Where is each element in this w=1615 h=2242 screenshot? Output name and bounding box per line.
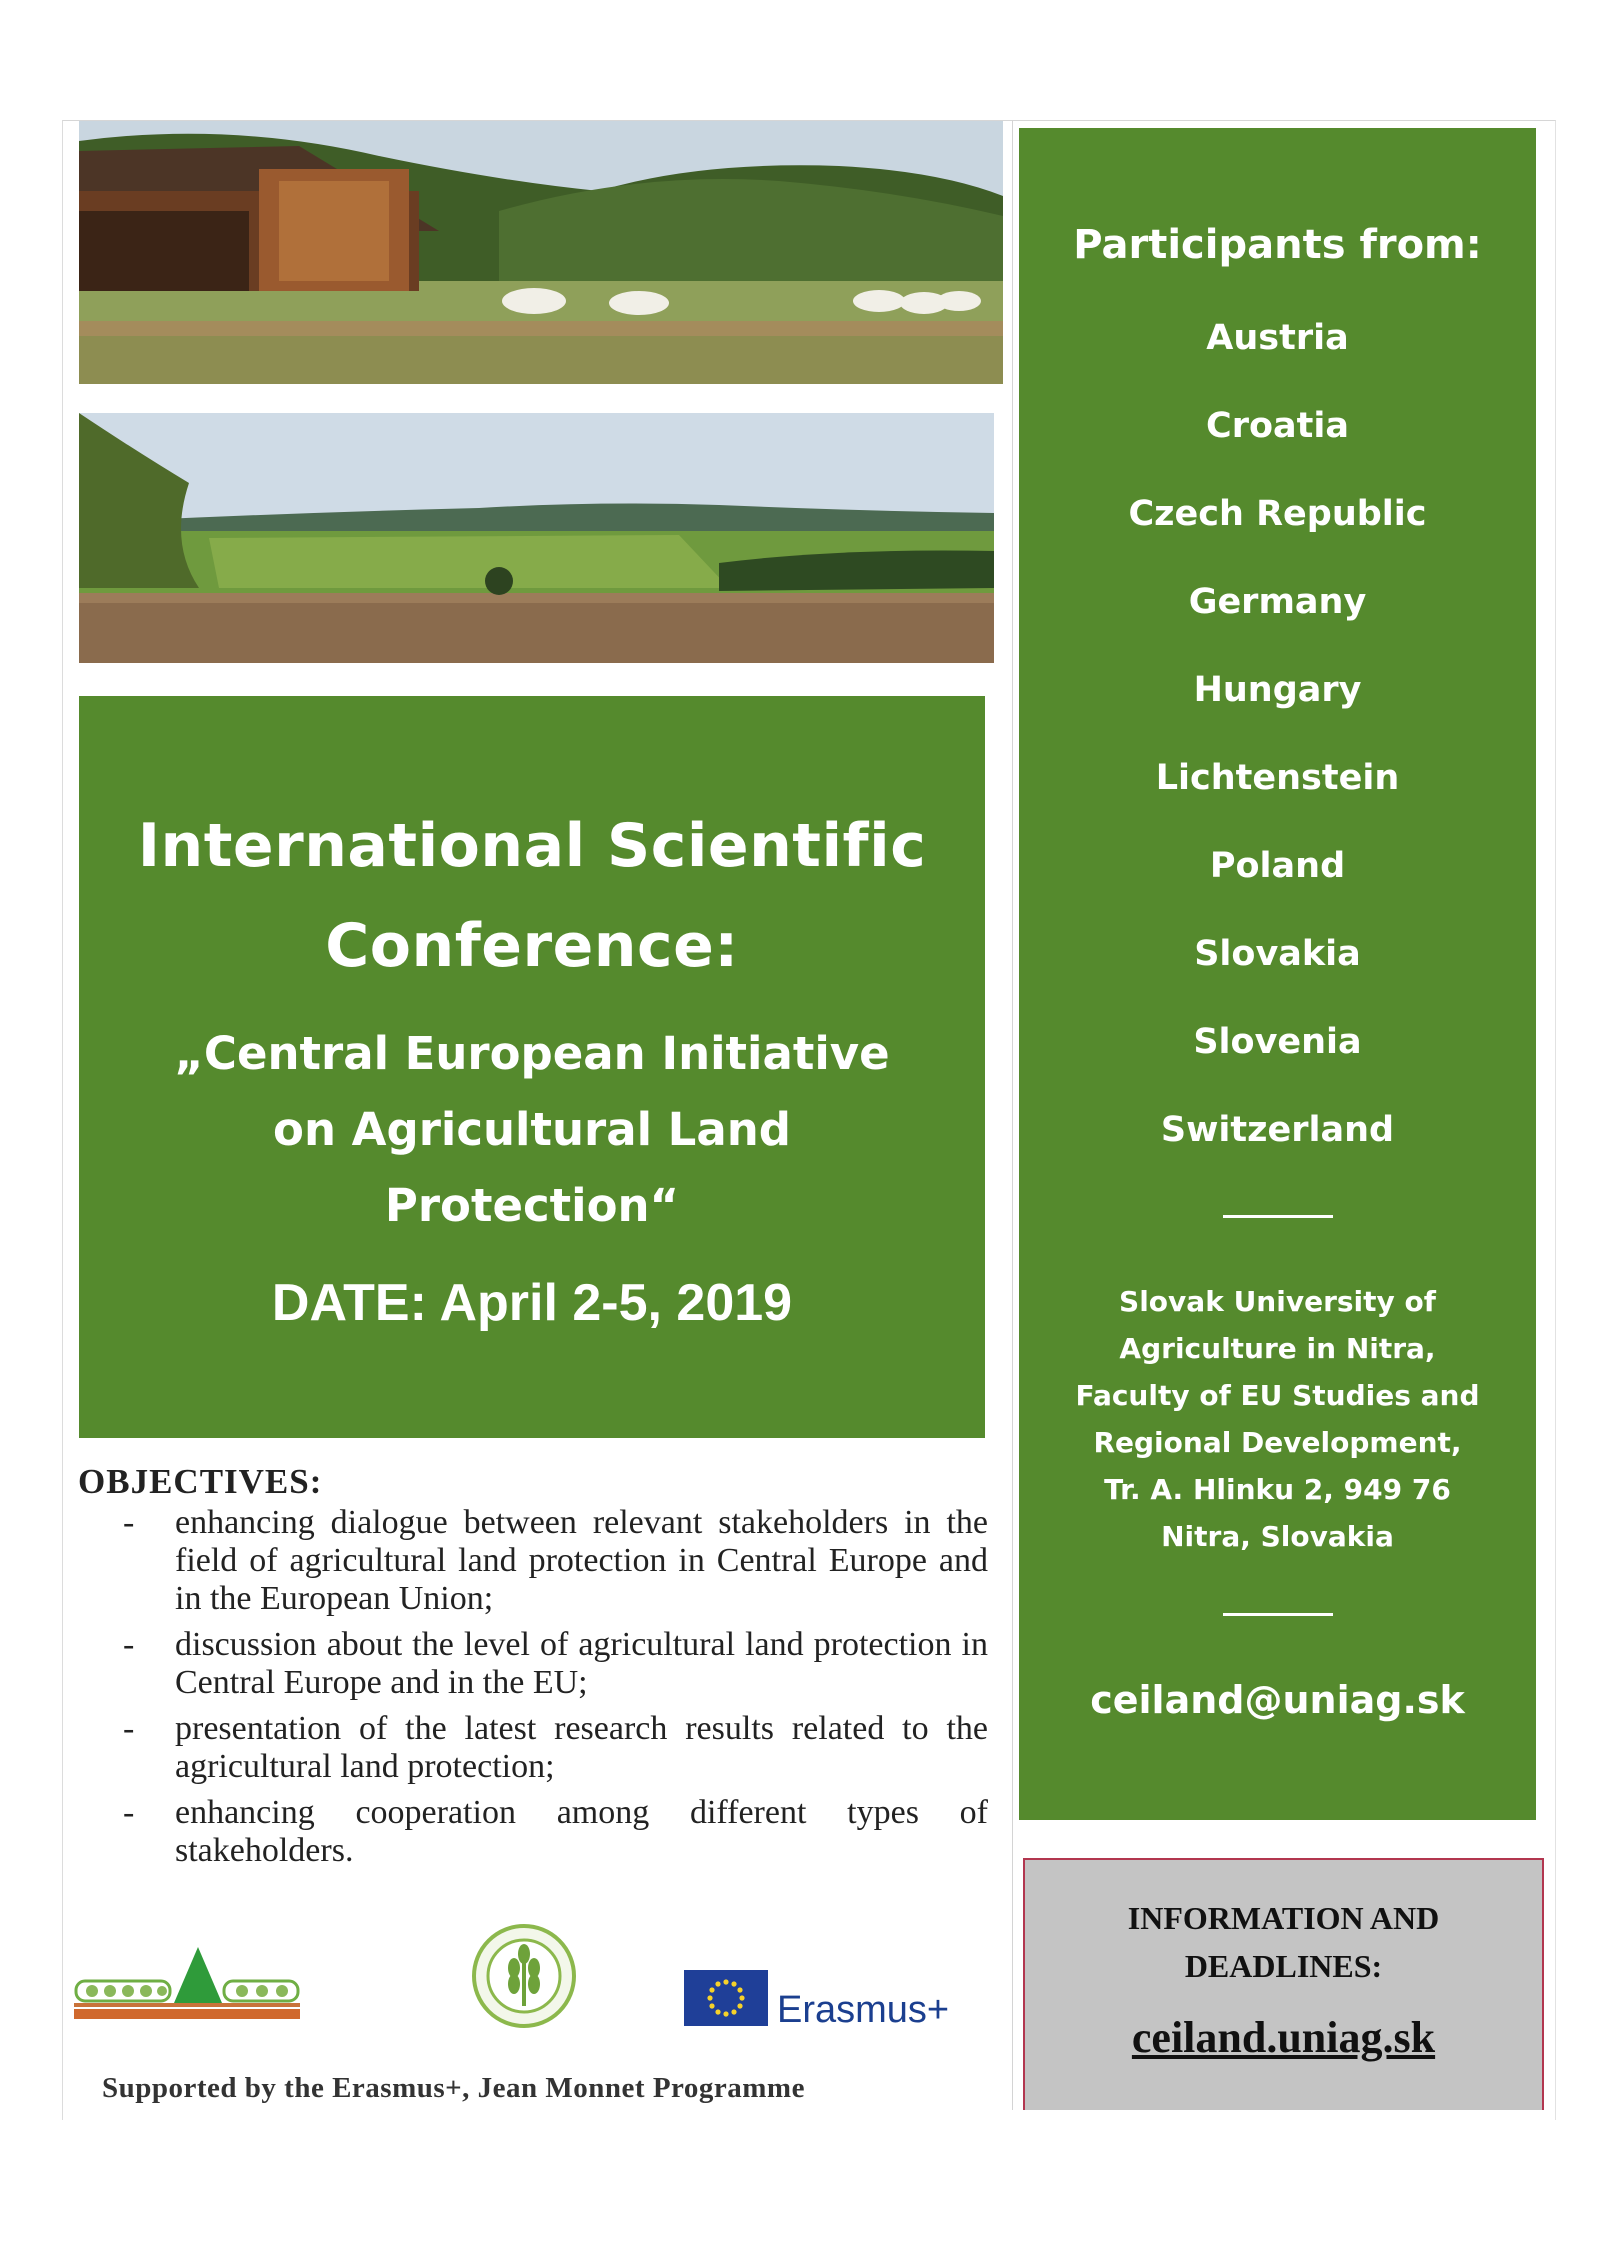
objective-item	[78, 1710, 988, 1786]
country-item: Slovakia	[1194, 934, 1361, 974]
participants-heading: Participants from:	[1073, 222, 1482, 268]
conference-subtitle: „Central European Initiative on Agricultural Land Protection“	[174, 1027, 890, 1232]
university-seal-logo	[470, 1920, 578, 2032]
list-dash: -	[123, 1710, 135, 1747]
country-item: Lichtenstein	[1155, 758, 1400, 798]
field-landscape-photo	[79, 413, 994, 663]
address-line: Faculty of EU Studies and	[1075, 1379, 1480, 1412]
country-item: Switzerland	[1160, 1110, 1395, 1150]
list-dash: -	[123, 1794, 135, 1831]
objectives-list	[78, 1504, 988, 1870]
country-item: Croatia	[1206, 406, 1349, 446]
country-item: Slovenia	[1193, 1022, 1362, 1062]
list-dash: -	[123, 1626, 135, 1663]
divider-line	[1223, 1215, 1333, 1218]
participants-panel	[1019, 128, 1536, 1820]
country-item: Germany	[1188, 582, 1367, 622]
address-line: Nitra, Slovakia	[1161, 1520, 1394, 1553]
objective-item	[78, 1504, 988, 1618]
list-dash: -	[123, 1504, 135, 1541]
country-item: Austria	[1206, 318, 1349, 358]
objective-text: enhancing cooperation among different types of stakeholders.	[175, 1794, 988, 1869]
column-divider	[1012, 120, 1013, 2110]
info-deadlines-box	[1023, 1858, 1544, 2110]
country-item: Czech Republic	[1128, 494, 1427, 534]
erasmus-label: Erasmus+	[777, 1989, 950, 2031]
address-line: Slovak University of	[1119, 1285, 1436, 1318]
website-link[interactable]: ceiland.uniag.sk	[1131, 2013, 1436, 2062]
objectives-section	[78, 1460, 988, 1878]
farm-barn-cattle-photo	[79, 121, 1003, 384]
conference-title-box	[79, 696, 985, 1438]
organizer-address	[1029, 1278, 1526, 1560]
objective-item	[78, 1794, 988, 1870]
country-item: Hungary	[1193, 670, 1362, 710]
address-line: Tr. A. Hlinku 2, 949 76	[1104, 1473, 1451, 1506]
divider-line	[1223, 1613, 1333, 1616]
country-list	[1019, 313, 1536, 1193]
info-heading: INFORMATION AND DEADLINES:	[1127, 1900, 1440, 1984]
support-note: Supported by the Erasmus+, Jean Monnet Programme	[102, 2072, 805, 2104]
eu-flag-icon	[684, 1970, 768, 2026]
address-line: Regional Development,	[1093, 1426, 1462, 1459]
objective-text: enhancing dialogue between relevant stakeholders in the field of agricultural land protection in Central Europe and in the European Union;	[175, 1504, 988, 1617]
country-item: Poland	[1209, 846, 1346, 886]
objectives-heading: OBJECTIVES:	[78, 1462, 323, 1501]
address-line: Agriculture in Nitra,	[1119, 1332, 1436, 1365]
objective-text: presentation of the latest research results related to the agricultural land protection;	[175, 1710, 988, 1785]
ceiland-logo	[72, 1945, 302, 2023]
objective-text: discussion about the level of agricultural land protection in Central Europe and in the EU;	[175, 1626, 988, 1701]
objective-item	[78, 1626, 988, 1702]
conference-title: International Scientific Conference:	[137, 811, 927, 981]
conference-date: DATE: April 2-5, 2019	[271, 1274, 793, 1332]
contact-email-link[interactable]: ceiland@uniag.sk	[1090, 1678, 1465, 1722]
